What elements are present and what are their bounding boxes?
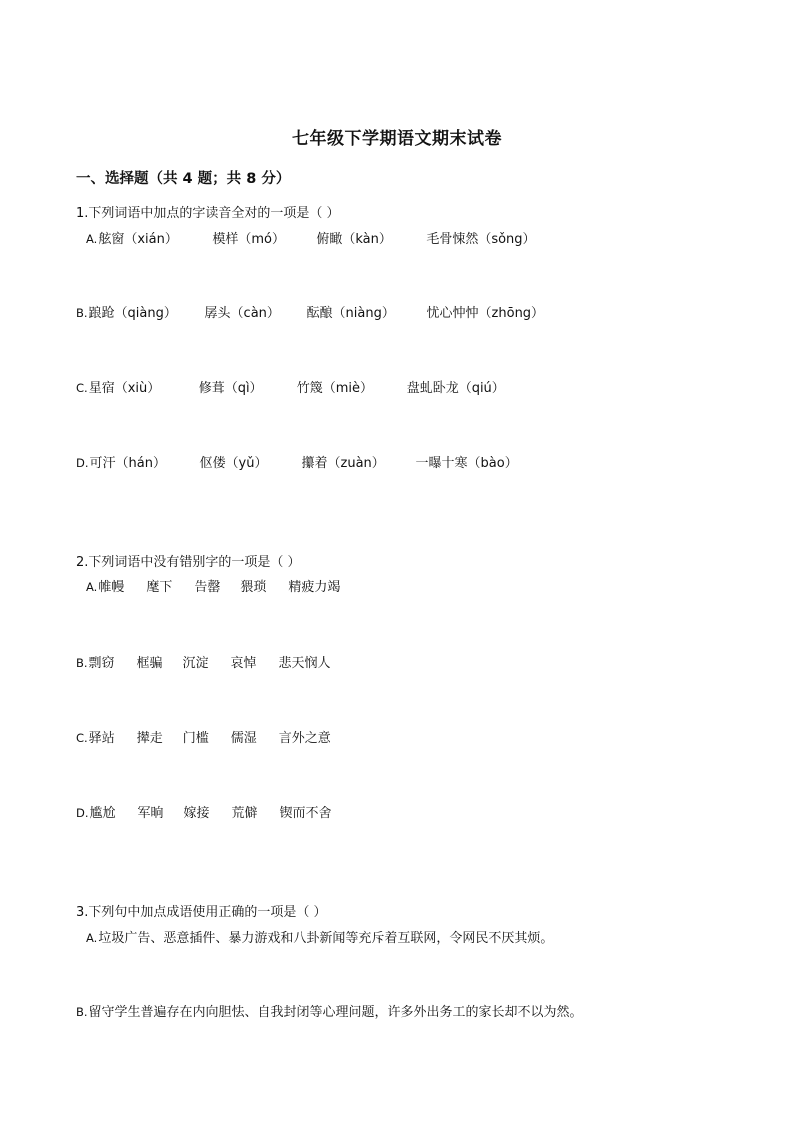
- option-item: 帷幔: [98, 580, 125, 595]
- option-item: 尴尬: [89, 806, 116, 821]
- option-item: 哀悼: [230, 656, 257, 671]
- q1-option-c: [76, 377, 505, 396]
- option-label: B.: [76, 656, 88, 670]
- option-text: 留守学生普遍存在内向胆怯、自我封闭等心理问题，许多外出务工的家长却不以为然。: [88, 1005, 583, 1020]
- option-item: 俯瞰（kàn）: [316, 232, 392, 247]
- question-2-stem: 2.下列词语中没有错别字的一项是（ ）: [76, 555, 301, 570]
- option-item: 军晌: [137, 806, 164, 821]
- option-item: 模样（mó）: [212, 232, 285, 247]
- option-item: 麾下: [146, 580, 173, 595]
- option-item: 悲天悯人: [278, 656, 331, 671]
- option-label: B.: [76, 306, 88, 320]
- page-title: 七年级下学期语文期末试卷: [292, 129, 502, 149]
- option-label: D.: [76, 806, 89, 820]
- option-item: 一曝十寒（bào）: [415, 456, 518, 471]
- option-item: 儒湿: [230, 731, 257, 746]
- option-item: 告罄: [194, 580, 221, 595]
- option-item: 猥琐: [240, 580, 267, 595]
- option-item: 酝酿（niàng）: [306, 306, 395, 321]
- option-label: A.: [86, 931, 98, 945]
- option-label: A.: [86, 232, 98, 246]
- q2-option-b: [76, 652, 331, 671]
- question-3-stem: 3.下列句中加点成语使用正确的一项是（ ）: [76, 905, 327, 920]
- option-item: 荒僻: [231, 806, 258, 821]
- option-item: 框骗: [136, 656, 163, 671]
- option-item: 驿站: [88, 731, 115, 746]
- question-1-stem: 1.下列词语中加点的字读音全对的一项是（ ）: [76, 206, 340, 221]
- option-label: D.: [76, 456, 89, 470]
- option-item: 剽窃: [88, 656, 115, 671]
- q2-option-d: [76, 802, 332, 821]
- option-item: 锲而不舍: [279, 806, 332, 821]
- option-item: 门槛: [182, 731, 209, 746]
- option-item: 沉淀: [182, 656, 209, 671]
- option-item: 伛偻（yǔ）: [199, 456, 268, 471]
- option-item: 毛骨悚然（sǒng）: [426, 232, 536, 247]
- q3-option-b: [76, 1001, 583, 1020]
- option-item: 舷窗（xián）: [98, 232, 178, 247]
- option-label: C.: [76, 731, 88, 745]
- option-item: 竹篾（miè）: [296, 381, 373, 396]
- q2-option-a: [86, 576, 340, 595]
- option-text: 垃圾广告、恶意插件、暴力游戏和八卦新闻等充斥着互联网，令网民不厌其烦。: [98, 931, 554, 946]
- option-item: 孱头（càn）: [204, 306, 280, 321]
- section-heading: 一、选择题（共 4 题；共 8 分）: [76, 171, 291, 187]
- option-item: 星宿（xiù）: [88, 381, 161, 396]
- q1-option-d: [76, 452, 518, 471]
- option-item: 踉跄（qiàng）: [88, 306, 177, 321]
- q2-option-c: [76, 727, 331, 746]
- q3-option-a: [86, 927, 553, 946]
- option-label: A.: [86, 580, 98, 594]
- q1-option-a: [86, 228, 536, 247]
- option-item: 盘虬卧龙（qiú）: [406, 381, 505, 396]
- option-item: 忧心忡忡（zhōng）: [426, 306, 545, 321]
- option-item: 可汗（hán）: [89, 456, 166, 471]
- option-item: 言外之意: [278, 731, 331, 746]
- option-label: B.: [76, 1005, 88, 1019]
- option-item: 嫁接: [183, 806, 210, 821]
- option-item: 修葺（qì）: [198, 381, 263, 396]
- option-item: 精疲力竭: [288, 580, 341, 595]
- option-item: 攥着（zuàn）: [301, 456, 385, 471]
- option-item: 撵走: [136, 731, 163, 746]
- option-label: C.: [76, 381, 88, 395]
- q1-option-b: [76, 302, 544, 321]
